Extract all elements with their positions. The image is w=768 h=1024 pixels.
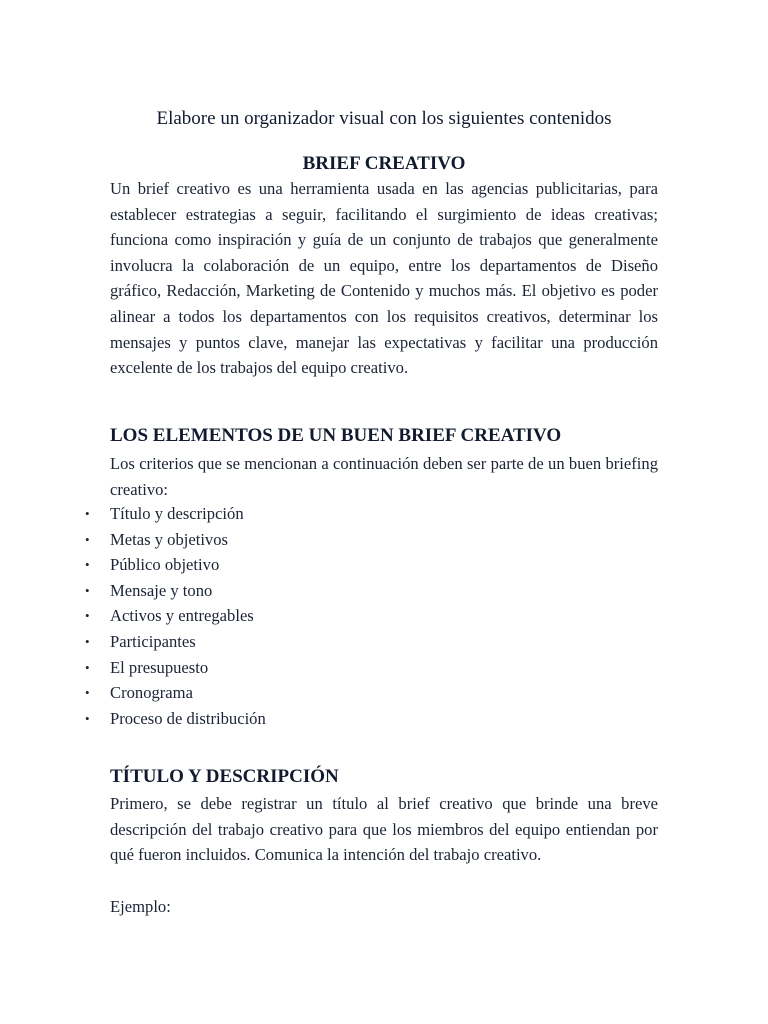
- list-item-text: Metas y objetivos: [110, 529, 228, 549]
- document-title: BRIEF CREATIVO: [302, 153, 466, 174]
- bullet-icon: •: [85, 582, 90, 598]
- example-label: Ejemplo:: [110, 897, 171, 916]
- list-item: [0, 527, 768, 553]
- list-item: [0, 680, 768, 706]
- list-item: [0, 603, 768, 629]
- list-item: [0, 706, 768, 732]
- bullet-icon: •: [85, 531, 90, 547]
- list-item-text: Participantes: [110, 631, 196, 651]
- bullet-icon: •: [85, 506, 90, 521]
- bullet-icon: •: [85, 685, 90, 701]
- bullet-icon: •: [85, 633, 90, 649]
- section-heading-elements: LOS ELEMENTOS DE UN BUEN BRIEF CREATIVO: [110, 425, 562, 446]
- bullet-icon: •: [85, 710, 90, 726]
- list-item-text: El presupuesto: [110, 657, 209, 677]
- list-item-text: Público objetivo: [110, 555, 220, 575]
- title-description-paragraph: Primero, se debe registrar un título al brief creativo que brinde una breve descripción del trabajo creativo para que los miembros del equipo entiendan por qué fueron incluidos. Comunica la intención del trabajo creativo.: [110, 794, 658, 865]
- list-item-text: Título y descripción: [110, 504, 244, 523]
- list-item-text: Proceso de distribución: [110, 708, 266, 728]
- elements-bullet-list: [0, 501, 768, 731]
- list-item: [0, 552, 768, 578]
- list-item: [0, 629, 768, 655]
- bullet-icon: •: [85, 659, 90, 675]
- list-item: [0, 501, 768, 527]
- bullet-icon: •: [85, 557, 90, 573]
- list-item: [0, 655, 768, 681]
- bullet-icon: •: [85, 608, 90, 624]
- instruction-line: Elabore un organizador visual con los siguientes contenidos: [156, 108, 612, 129]
- intro-paragraph: Un brief creativo es una herramienta usada en las agencias publicitarias, para establecer estrategias a seguir, facilitando el surgimiento de ideas creativas; funciona como inspiración y guía de un conjunto de trabajos que generalmente involucra la colaboración de un equipo, entre los departamentos de Diseño gráfico, Redacción, Marketing de Contenido y muchos más. El objetivo es poder alinear a todos los departamentos con los requisitos creativos, determinar los mensajes y puntos clave, manejar las expectativas y facilitar una producción excelente de los trabajos del equipo creativo.: [110, 179, 658, 378]
- list-item-text: Mensaje y tono: [110, 580, 213, 600]
- section-heading-title-description: TÍTULO Y DESCRIPCIÓN: [110, 766, 339, 787]
- list-item-text: Cronograma: [110, 683, 193, 703]
- list-item-text: Activos y entregables: [110, 606, 254, 626]
- list-item: [0, 578, 768, 604]
- elements-intro-paragraph: Los criterios que se mencionan a continuación deben ser parte de un buen briefing creativo:: [110, 454, 658, 499]
